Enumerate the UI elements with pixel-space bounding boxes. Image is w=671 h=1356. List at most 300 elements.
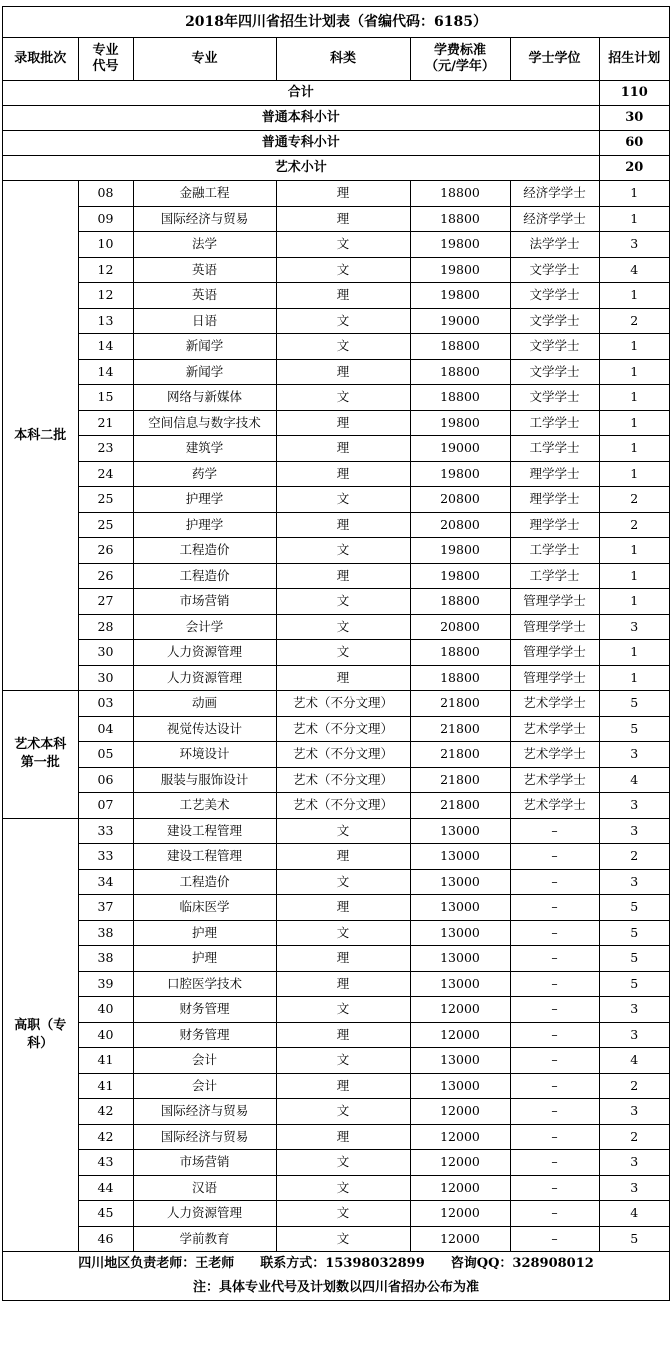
header-major: 专业	[133, 38, 276, 81]
table-row	[3, 206, 669, 232]
category-cell: 理	[276, 283, 410, 309]
plan-cell: 4	[599, 1201, 669, 1227]
major-code-cell: 30	[78, 665, 133, 691]
fee-cell: 19800	[410, 257, 510, 283]
category-cell: 理	[276, 844, 410, 870]
degree-cell: –	[510, 1124, 599, 1150]
table-row	[3, 1150, 669, 1176]
table-row	[3, 1073, 669, 1099]
major-code-cell: 42	[78, 1099, 133, 1125]
major-code-cell: 41	[78, 1048, 133, 1074]
major-name-cell: 英语	[133, 283, 276, 309]
major-code-cell: 25	[78, 512, 133, 538]
fee-cell: 12000	[410, 1201, 510, 1227]
category-cell: 文	[276, 997, 410, 1023]
major-code-cell: 12	[78, 283, 133, 309]
table-row	[3, 283, 669, 309]
plan-cell: 3	[599, 742, 669, 768]
table-row	[3, 818, 669, 844]
major-name-cell: 空间信息与数字技术	[133, 410, 276, 436]
degree-cell: –	[510, 1099, 599, 1125]
plan-cell: 1	[599, 563, 669, 589]
major-code-cell: 12	[78, 257, 133, 283]
fee-cell: 19800	[410, 461, 510, 487]
degree-cell: 文学学士	[510, 385, 599, 411]
plan-cell: 5	[599, 946, 669, 972]
major-name-cell: 学前教育	[133, 1226, 276, 1252]
plan-cell: 5	[599, 895, 669, 921]
batch-cell: 本科二批	[3, 181, 78, 691]
major-code-cell: 41	[78, 1073, 133, 1099]
table-row	[3, 844, 669, 870]
plan-cell: 1	[599, 640, 669, 666]
category-cell: 文	[276, 1150, 410, 1176]
degree-cell: 文学学士	[510, 308, 599, 334]
category-cell: 文	[276, 308, 410, 334]
table-row	[3, 869, 669, 895]
major-name-cell: 法学	[133, 232, 276, 258]
plan-cell: 5	[599, 920, 669, 946]
major-name-cell: 市场营销	[133, 589, 276, 615]
category-cell: 艺术（不分文理）	[276, 742, 410, 768]
major-name-cell: 新闻学	[133, 334, 276, 360]
major-code-cell: 38	[78, 946, 133, 972]
header-category: 科类	[276, 38, 410, 81]
plan-cell: 3	[599, 232, 669, 258]
table-row	[3, 232, 669, 258]
degree-cell: 管理学学士	[510, 665, 599, 691]
category-cell: 艺术（不分文理）	[276, 716, 410, 742]
major-code-cell: 45	[78, 1201, 133, 1227]
major-code-cell: 15	[78, 385, 133, 411]
fee-cell: 18800	[410, 640, 510, 666]
category-cell: 理	[276, 461, 410, 487]
category-cell: 理	[276, 946, 410, 972]
plan-cell: 3	[599, 1175, 669, 1201]
summary-row	[3, 106, 669, 131]
plan-cell: 2	[599, 512, 669, 538]
fee-cell: 19000	[410, 436, 510, 462]
degree-cell: 管理学学士	[510, 589, 599, 615]
major-name-cell: 新闻学	[133, 359, 276, 385]
plan-cell: 3	[599, 869, 669, 895]
major-name-cell: 临床医学	[133, 895, 276, 921]
degree-cell: –	[510, 1175, 599, 1201]
major-name-cell: 市场营销	[133, 1150, 276, 1176]
fee-cell: 21800	[410, 767, 510, 793]
major-code-cell: 26	[78, 563, 133, 589]
degree-cell: 艺术学学士	[510, 793, 599, 819]
table-row	[3, 742, 669, 768]
major-name-cell: 护理	[133, 946, 276, 972]
summary-value: 20	[599, 156, 669, 181]
major-name-cell: 口腔医学技术	[133, 971, 276, 997]
major-name-cell: 环境设计	[133, 742, 276, 768]
major-name-cell: 国际经济与贸易	[133, 1124, 276, 1150]
header-plan: 招生计划	[599, 38, 669, 81]
degree-cell: 经济学学士	[510, 206, 599, 232]
category-cell: 理	[276, 1022, 410, 1048]
plan-cell: 3	[599, 1022, 669, 1048]
category-cell: 文	[276, 385, 410, 411]
degree-cell: 文学学士	[510, 257, 599, 283]
major-code-cell: 38	[78, 920, 133, 946]
plan-cell: 1	[599, 538, 669, 564]
degree-cell: 工学学士	[510, 563, 599, 589]
fee-cell: 18800	[410, 359, 510, 385]
fee-cell: 20800	[410, 512, 510, 538]
category-cell: 理	[276, 1124, 410, 1150]
plan-cell: 1	[599, 359, 669, 385]
degree-cell: –	[510, 1073, 599, 1099]
degree-cell: 理学学士	[510, 487, 599, 513]
fee-cell: 13000	[410, 1048, 510, 1074]
major-name-cell: 药学	[133, 461, 276, 487]
fee-cell: 12000	[410, 997, 510, 1023]
degree-cell: –	[510, 997, 599, 1023]
major-code-cell: 33	[78, 818, 133, 844]
fee-cell: 12000	[410, 1150, 510, 1176]
major-name-cell: 金融工程	[133, 181, 276, 207]
degree-cell: –	[510, 1201, 599, 1227]
major-code-cell: 46	[78, 1226, 133, 1252]
degree-cell: 艺术学学士	[510, 716, 599, 742]
category-cell: 理	[276, 359, 410, 385]
fee-cell: 19800	[410, 283, 510, 309]
major-name-cell: 人力资源管理	[133, 1201, 276, 1227]
plan-cell: 5	[599, 691, 669, 717]
batch-cell: 艺术本科 第一批	[3, 691, 78, 819]
fee-cell: 13000	[410, 844, 510, 870]
major-code-cell: 04	[78, 716, 133, 742]
summary-label: 普通本科小计	[3, 106, 599, 131]
category-cell: 理	[276, 206, 410, 232]
fee-cell: 18800	[410, 181, 510, 207]
table-row	[3, 793, 669, 819]
footer-note-row	[3, 1276, 669, 1300]
major-name-cell: 财务管理	[133, 1022, 276, 1048]
header-row	[3, 38, 669, 81]
fee-cell: 12000	[410, 1175, 510, 1201]
enrollment-plan-sheet	[2, 6, 670, 1301]
major-name-cell: 建设工程管理	[133, 844, 276, 870]
fee-cell: 13000	[410, 946, 510, 972]
category-cell: 文	[276, 487, 410, 513]
table-row	[3, 257, 669, 283]
major-code-cell: 10	[78, 232, 133, 258]
plan-cell: 5	[599, 971, 669, 997]
summary-value: 110	[599, 81, 669, 106]
major-name-cell: 建筑学	[133, 436, 276, 462]
summary-label: 合计	[3, 81, 599, 106]
fee-cell: 13000	[410, 1073, 510, 1099]
fee-cell: 18800	[410, 589, 510, 615]
major-name-cell: 视觉传达设计	[133, 716, 276, 742]
footer-contact: 四川地区负责老师：王老师 联系方式：15398032899 咨询QQ：328908012	[3, 1252, 669, 1277]
plan-cell: 1	[599, 334, 669, 360]
category-cell: 文	[276, 1175, 410, 1201]
category-cell: 文	[276, 1201, 410, 1227]
category-cell: 文	[276, 1099, 410, 1125]
header-fee: 学费标准 （元/学年）	[410, 38, 510, 81]
table-row	[3, 512, 669, 538]
fee-cell: 18800	[410, 665, 510, 691]
degree-cell: 文学学士	[510, 334, 599, 360]
major-code-cell: 21	[78, 410, 133, 436]
fee-cell: 13000	[410, 895, 510, 921]
plan-cell: 2	[599, 1124, 669, 1150]
summary-row	[3, 156, 669, 181]
major-name-cell: 国际经济与贸易	[133, 1099, 276, 1125]
plan-cell: 3	[599, 1150, 669, 1176]
degree-cell: –	[510, 920, 599, 946]
plan-cell: 2	[599, 844, 669, 870]
summary-row	[3, 131, 669, 156]
major-code-cell: 14	[78, 359, 133, 385]
major-name-cell: 网络与新媒体	[133, 385, 276, 411]
plan-cell: 2	[599, 308, 669, 334]
table-row	[3, 563, 669, 589]
fee-cell: 13000	[410, 818, 510, 844]
major-code-cell: 05	[78, 742, 133, 768]
degree-cell: –	[510, 946, 599, 972]
category-cell: 文	[276, 334, 410, 360]
plan-cell: 1	[599, 665, 669, 691]
degree-cell: –	[510, 1226, 599, 1252]
category-cell: 理	[276, 410, 410, 436]
plan-cell: 3	[599, 997, 669, 1023]
degree-cell: 文学学士	[510, 283, 599, 309]
category-cell: 文	[276, 869, 410, 895]
major-code-cell: 44	[78, 1175, 133, 1201]
plan-cell: 1	[599, 461, 669, 487]
major-code-cell: 30	[78, 640, 133, 666]
fee-cell: 12000	[410, 1099, 510, 1125]
fee-cell: 19000	[410, 308, 510, 334]
table-row	[3, 385, 669, 411]
major-name-cell: 会计	[133, 1073, 276, 1099]
category-cell: 理	[276, 895, 410, 921]
table-row	[3, 334, 669, 360]
category-cell: 理	[276, 971, 410, 997]
category-cell: 理	[276, 665, 410, 691]
major-name-cell: 会计学	[133, 614, 276, 640]
plan-cell: 2	[599, 1073, 669, 1099]
enrollment-plan-table	[3, 7, 669, 1300]
footer-note: 注：具体专业代号及计划数以四川省招办公布为准	[193, 1280, 480, 1295]
table-row	[3, 614, 669, 640]
plan-cell: 3	[599, 614, 669, 640]
table-row	[3, 359, 669, 385]
major-code-cell: 08	[78, 181, 133, 207]
major-code-cell: 25	[78, 487, 133, 513]
plan-cell: 1	[599, 385, 669, 411]
fee-cell: 13000	[410, 920, 510, 946]
table-row	[3, 1124, 669, 1150]
category-cell: 理	[276, 563, 410, 589]
fee-cell: 19800	[410, 538, 510, 564]
degree-cell: 工学学士	[510, 436, 599, 462]
major-name-cell: 日语	[133, 308, 276, 334]
degree-cell: 艺术学学士	[510, 767, 599, 793]
major-code-cell: 42	[78, 1124, 133, 1150]
major-name-cell: 服装与服饰设计	[133, 767, 276, 793]
fee-cell: 19800	[410, 563, 510, 589]
table-row	[3, 1226, 669, 1252]
plan-cell: 4	[599, 767, 669, 793]
table-row	[3, 640, 669, 666]
category-cell: 文	[276, 1048, 410, 1074]
major-name-cell: 动画	[133, 691, 276, 717]
category-cell: 文	[276, 232, 410, 258]
category-cell: 艺术（不分文理）	[276, 793, 410, 819]
major-code-cell: 14	[78, 334, 133, 360]
major-code-cell: 40	[78, 1022, 133, 1048]
table-row	[3, 538, 669, 564]
table-row	[3, 589, 669, 615]
degree-cell: –	[510, 1022, 599, 1048]
degree-cell: –	[510, 1048, 599, 1074]
major-code-cell: 37	[78, 895, 133, 921]
category-cell: 艺术（不分文理）	[276, 767, 410, 793]
header-degree: 学士学位	[510, 38, 599, 81]
major-code-cell: 13	[78, 308, 133, 334]
summary-value: 60	[599, 131, 669, 156]
category-cell: 文	[276, 1226, 410, 1252]
degree-cell: 理学学士	[510, 461, 599, 487]
summary-row	[3, 81, 669, 106]
degree-cell: 管理学学士	[510, 640, 599, 666]
table-row	[3, 1048, 669, 1074]
plan-cell: 1	[599, 436, 669, 462]
category-cell: 理	[276, 1073, 410, 1099]
major-code-cell: 07	[78, 793, 133, 819]
fee-cell: 13000	[410, 971, 510, 997]
degree-cell: –	[510, 869, 599, 895]
major-name-cell: 护理学	[133, 512, 276, 538]
category-cell: 文	[276, 257, 410, 283]
table-row	[3, 665, 669, 691]
degree-cell: 法学学士	[510, 232, 599, 258]
plan-cell: 1	[599, 206, 669, 232]
major-code-cell: 28	[78, 614, 133, 640]
table-row	[3, 487, 669, 513]
table-row	[3, 308, 669, 334]
fee-cell: 18800	[410, 385, 510, 411]
fee-cell: 18800	[410, 206, 510, 232]
major-name-cell: 护理	[133, 920, 276, 946]
major-code-cell: 33	[78, 844, 133, 870]
fee-cell: 13000	[410, 869, 510, 895]
table-row	[3, 410, 669, 436]
category-cell: 文	[276, 818, 410, 844]
degree-cell: –	[510, 971, 599, 997]
category-cell: 文	[276, 920, 410, 946]
category-cell: 文	[276, 614, 410, 640]
degree-cell: 工学学士	[510, 410, 599, 436]
table-row	[3, 767, 669, 793]
plan-cell: 1	[599, 283, 669, 309]
major-code-cell: 09	[78, 206, 133, 232]
major-name-cell: 工程造价	[133, 538, 276, 564]
major-name-cell: 人力资源管理	[133, 665, 276, 691]
table-row	[3, 997, 669, 1023]
fee-cell: 18800	[410, 334, 510, 360]
plan-cell: 1	[599, 181, 669, 207]
category-cell: 文	[276, 589, 410, 615]
plan-cell: 1	[599, 410, 669, 436]
degree-cell: 管理学学士	[510, 614, 599, 640]
table-row	[3, 691, 669, 717]
batch-cell: 高职（专 科）	[3, 818, 78, 1252]
major-code-cell: 43	[78, 1150, 133, 1176]
plan-cell: 5	[599, 1226, 669, 1252]
header-code: 专业 代号	[78, 38, 133, 81]
plan-cell: 2	[599, 487, 669, 513]
major-name-cell: 护理学	[133, 487, 276, 513]
degree-cell: 文学学士	[510, 359, 599, 385]
table-row	[3, 946, 669, 972]
table-row	[3, 461, 669, 487]
category-cell: 理	[276, 512, 410, 538]
degree-cell: 艺术学学士	[510, 691, 599, 717]
table-row	[3, 1175, 669, 1201]
major-name-cell: 国际经济与贸易	[133, 206, 276, 232]
table-row	[3, 971, 669, 997]
major-code-cell: 27	[78, 589, 133, 615]
plan-cell: 3	[599, 818, 669, 844]
major-code-cell: 34	[78, 869, 133, 895]
major-name-cell: 人力资源管理	[133, 640, 276, 666]
plan-cell: 1	[599, 589, 669, 615]
degree-cell: 工学学士	[510, 538, 599, 564]
plan-cell: 4	[599, 1048, 669, 1074]
fee-cell: 12000	[410, 1022, 510, 1048]
header-batch: 录取批次	[3, 38, 78, 81]
degree-cell: 经济学学士	[510, 181, 599, 207]
fee-cell: 21800	[410, 691, 510, 717]
degree-cell: 理学学士	[510, 512, 599, 538]
fee-cell: 12000	[410, 1226, 510, 1252]
degree-cell: –	[510, 1150, 599, 1176]
degree-cell: –	[510, 895, 599, 921]
degree-cell: –	[510, 844, 599, 870]
major-name-cell: 汉语	[133, 1175, 276, 1201]
footer-contact-row	[3, 1252, 669, 1277]
fee-cell: 20800	[410, 487, 510, 513]
table-title: 2018年四川省招生计划表（省编代码：6185）	[3, 7, 669, 38]
fee-cell: 20800	[410, 614, 510, 640]
summary-label: 普通专科小计	[3, 131, 599, 156]
category-cell: 理	[276, 181, 410, 207]
table-row	[3, 436, 669, 462]
fee-cell: 21800	[410, 793, 510, 819]
major-name-cell: 会计	[133, 1048, 276, 1074]
fee-cell: 21800	[410, 716, 510, 742]
category-cell: 文	[276, 640, 410, 666]
major-name-cell: 工程造价	[133, 563, 276, 589]
summary-label: 艺术小计	[3, 156, 599, 181]
degree-cell: –	[510, 818, 599, 844]
major-code-cell: 24	[78, 461, 133, 487]
major-name-cell: 工艺美术	[133, 793, 276, 819]
major-code-cell: 23	[78, 436, 133, 462]
major-name-cell: 英语	[133, 257, 276, 283]
category-cell: 艺术（不分文理）	[276, 691, 410, 717]
major-code-cell: 40	[78, 997, 133, 1023]
table-row	[3, 1099, 669, 1125]
table-row	[3, 716, 669, 742]
